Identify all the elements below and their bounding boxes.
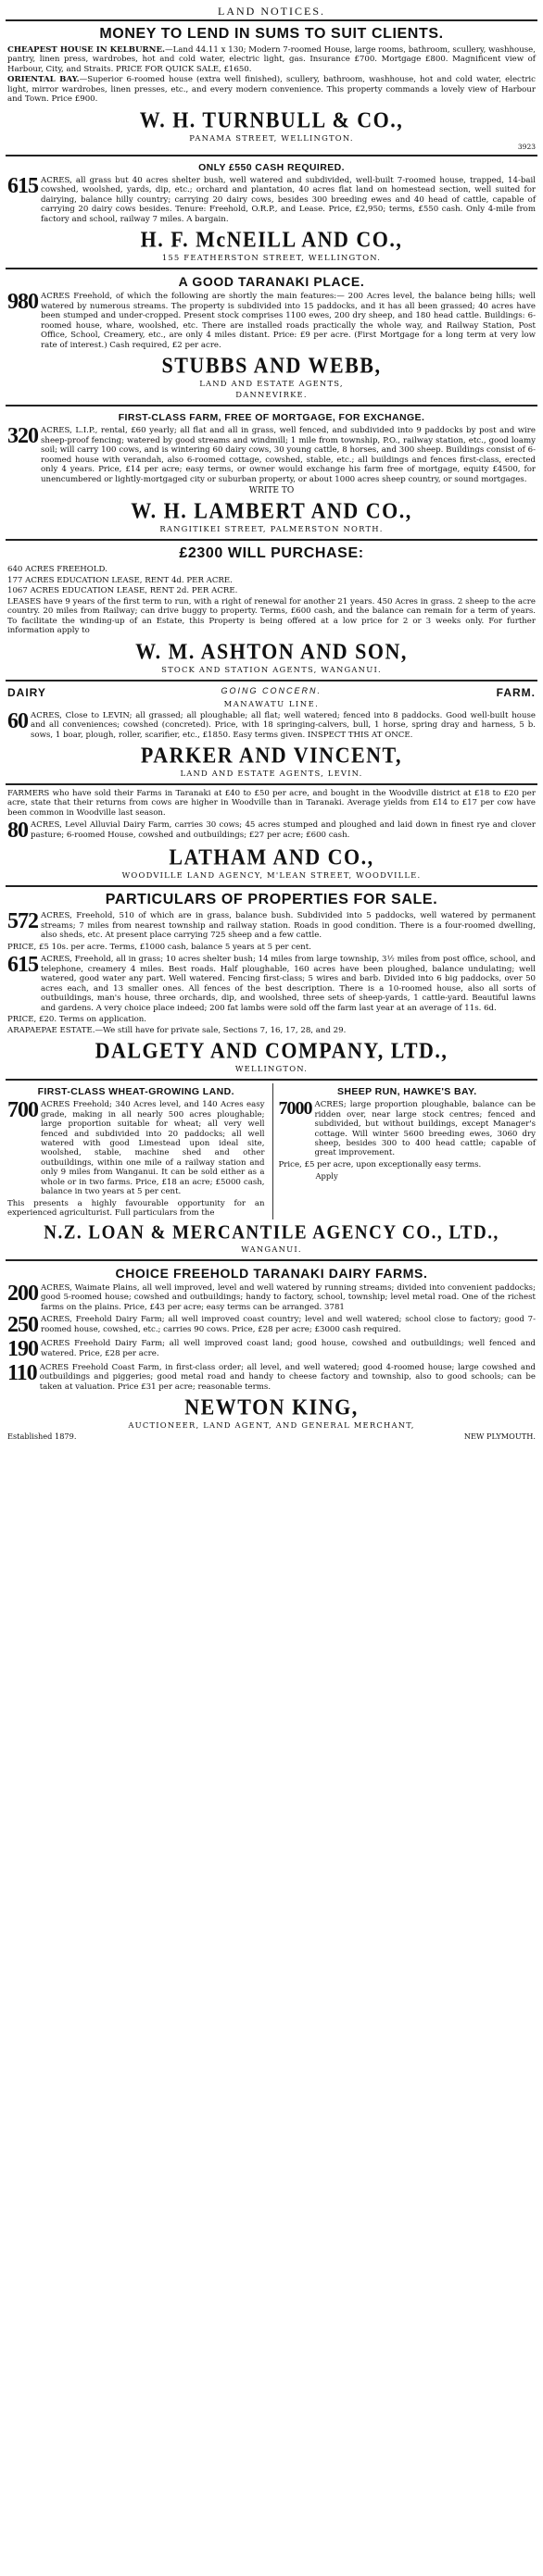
ashton-headline: £2300 WILL PURCHASE:	[179, 545, 364, 562]
king-acreage-3: 190	[7, 1337, 38, 1362]
king-headline: CHOICE FREEHOLD TARANAKI DAIRY FARMS.	[115, 1265, 428, 1281]
nzloan-left-text: ACRES Freehold; 340 Acres level, and 140 Acres easy grade, making in all nearly 500 acres ploughable; large proportion suitable for wheat; all very well fenced and subdivided into 20 paddocks; all well watered with good Limestead upon ideal site, woolshed, stable, machine shed and other outbuildings, within one mile of a railway station and only 9 miles from Wanganui. It can be sold either as a whole or in two farms. Price, £18 an acre; £5000 cash, balance in two years at 5 per cent.	[41, 1100, 265, 1197]
turnbull-listing-oriental	[7, 75, 536, 104]
mcneill-listing	[7, 173, 536, 224]
turnbull-ref: 3923	[517, 142, 536, 151]
ad-nzloan	[6, 1079, 537, 1259]
stubbs-headline: A GOOD TARANAKI PLACE.	[178, 274, 365, 290]
king-firm-name: NEWTON KING,	[184, 1394, 359, 1420]
dalgety-price-1: PRICE, £5 10s. per acre. Terms, £1000 cash, balance 5 years at 5 per cent.	[7, 942, 311, 952]
king-text-4: ACRES Freehold Coast Farm, in first-class order; all level, and well watered; good 4-roomed house; large cowshed and outbuildings and piggeries; good metal road and handy to cheese factory and township, also to good schools; can be taken at valuation. Price £31 per acre; reasonable terms.	[39, 1362, 536, 1392]
ad-parker	[6, 680, 537, 783]
ad-ashton	[6, 539, 537, 679]
lambert-firm-name: W. H. LAMBERT AND CO.,	[131, 497, 412, 524]
latham-acreage: 80	[7, 819, 28, 844]
stubbs-text: ACRES Freehold, of which the following are shortly the main features:— 200 Acres level, the balance being hills; well watered by numerous streams. The property is subdivided into 15 paddocks, and it has all been grassed; 40 acres have been stumped and under-cropped. Present stock comprises 1100 ewes, 200 dry sheep, and 180 head cattle. Buildings: 6-roomed house, whare, woolshed, etc. There are installed roads practically the whole way, and Railway Station, Post Office, School, Creamery, etc., are only 4 miles distant. Price: £9 per acre. (First Mortgage for a long term at very low rate of interest.) Cash required, £2 per acre.	[41, 292, 536, 350]
ad-dalgety	[6, 885, 537, 1079]
mcneill-text: ACRES, all grass but 40 acres shelter bush, well watered and subdivided, well-built 7-roomed house, trapped, 14-bail cowshed, woolshed, yards, dip, etc.; orchard and plantation, 40 acres flat land on homestead section, well suited for dairying, balance hilly country; carrying 20 dairy cows, besides 300 breeding ewes and 40 head of cattle, capable of carrying 20 dairy cows besides. Tenure: Freehold, O.R.P., and Lease. Price, £2,950; terms, £550 cash. Only 4-mile from factory and school, railway 7 miles. A bargain.	[41, 175, 536, 224]
stubbs-acreage: 980	[7, 290, 38, 315]
king-listing-3	[7, 1339, 536, 1360]
dalgety-price-2: PRICE, £20. Terms on application.	[7, 1015, 147, 1025]
lambert-subhead: FIRST-CLASS FARM, FREE OF MORTGAGE, FOR EXCHANGE.	[118, 412, 425, 424]
dalgety-acreage-2: 615	[7, 953, 38, 978]
king-town: NEW PLYMOUTH.	[463, 1432, 536, 1442]
turnbull-address: PANAMA STREET, WELLINGTON.	[189, 132, 354, 143]
latham-text: ACRES, Level Alluvial Dairy Farm, carries 30 cows; 45 acres stumped and ploughed and laid down in finest rye and clover pasture; 6-roomed House, cowshed and outbuildings; £27 per acre; £600 cash.	[31, 820, 536, 840]
ashton-firm-name: W. M. ASHTON AND SON,	[135, 638, 408, 664]
ashton-line-2: 177 ACRES EDUCATION LEASE, RENT 4d. PER ACRE.	[7, 575, 233, 585]
turnbull-firm-name: W. H. TURNBULL & CO.,	[139, 106, 404, 133]
ad-turnbull	[6, 19, 537, 155]
dalgety-listing-2	[7, 955, 536, 1013]
king-listing-2	[7, 1315, 536, 1336]
king-listing-1	[7, 1283, 536, 1312]
dalgety-listing-1	[7, 911, 536, 940]
nzloan-left-head: FIRST-CLASS WHEAT-GROWING LAND.	[37, 1086, 234, 1098]
nzloan-address: WANGANUI.	[241, 1244, 302, 1254]
lambert-write-to: WRITE TO	[248, 486, 295, 496]
parker-line: MANAWATU LINE.	[223, 698, 320, 708]
lambert-text: ACRES, L.I.P., rental, £60 yearly; all flat and all in grass, well fenced, and subdivided into 9 paddocks by post and wire sheep-proof fencing; watered by good streams and windmill; 1 mile from township, P.O., railway station, etc., good loamy soil; will carry 100 cows, and is wintering 60 dairy cows, 30 young cattle, 8 horses, and 300 sheep. Buildings consist of 6-roomed house with verandah, also 6-roomed cottage, cowshed, stable, etc.; all buildings and fences first-class, erected only 4 years. Price, £14 per acre; easy terms, or owner would exchange his farm free of mortgage, equity £4500, for unencumbered or lightly-mortgaged city or suburban property, or about 1000 acres sheep country, or sound mortgages.	[41, 426, 536, 484]
king-acreage-1: 200	[7, 1281, 38, 1306]
nzloan-left-acreage: 700	[7, 1098, 38, 1123]
parker-firm-name: PARKER AND VINCENT,	[140, 742, 403, 769]
parker-heading-left: DAIRY	[7, 685, 46, 699]
lambert-address: RANGITIKEI STREET, PALMERSTON NORTH.	[159, 524, 384, 534]
latham-intro: FARMERS who have sold their Farms in Taranaki at £40 to £50 per acre, and bought in the Woodville district at £18 to £20 per acre, state that their returns from cows are higher in Woodville than in Taranaki. Average yields from £14 to £17 per cow have been common in Woodville last season.	[7, 788, 536, 818]
parker-address: LAND AND ESTATE AGENTS, LEVIN.	[180, 768, 363, 778]
mcneill-acreage: 615	[7, 173, 38, 198]
lambert-acreage: 320	[7, 424, 38, 449]
nzloan-left-column	[7, 1083, 265, 1219]
king-acreage-2: 250	[7, 1313, 38, 1338]
mcneill-address: 155 FEATHERSTON STREET, WELLINGTON.	[161, 253, 382, 263]
nzloan-right-column	[272, 1083, 537, 1219]
page-title: LAND NOTICES.	[218, 5, 325, 18]
mcneill-firm-name: H. F. McNEILL AND CO.,	[140, 227, 403, 253]
latham-address: WOODVILLE LAND AGENCY, M'LEAN STREET, WOODVILLE.	[121, 870, 422, 881]
parker-heading-row	[7, 686, 536, 699]
parker-heading-right: FARM.	[496, 685, 536, 699]
ashton-line-1: 640 ACRES FREEHOLD.	[7, 565, 107, 575]
nzloan-left-text-2: This presents a highly favourable opportunity for an experienced agriculturist. Full particulars from the	[7, 1198, 265, 1219]
stubbs-listing	[7, 292, 536, 350]
nzloan-right-head: SHEEP RUN, HAWKE'S BAY.	[336, 1086, 477, 1098]
king-text-3: ACRES Freehold Dairy Farm; all well improved coast land; good house, cowshed and outbuildings; well fenced and watered. Price, £28 per acre.	[41, 1339, 536, 1358]
king-address: AUCTIONEER, LAND AGENT, AND GENERAL MERCHANT,	[128, 1420, 415, 1431]
ad-latham	[6, 783, 537, 885]
dalgety-text-2: ACRES, Freehold, all in grass; 10 acres shelter bush; 14 miles from large township, 3½ miles from post office, school, and telephone, creamery 4 miles. Best roads. Half ploughable, 160 acres have been ploughed, balance undulating; well watered, good water any part. Well watered. Fencing first-class; 5 wires and barb. Divided into 6 big paddocks, over 50 acres each, and 13 smaller ones. All fences of the best description. There is a 10-roomed house, also all sorts of outbuildings, man's house, three orchards, dip, and woolshed, three sets of sheep-yards, 1 cattle-yard. Beautiful lawns and gardens. A very choice place indeed; 200 fat lambs were sold off the farm last year at an average of 11s. 6d.	[41, 955, 536, 1013]
nzloan-firm-name: N.Z. LOAN & MERCANTILE AGENCY CO., LTD.,	[44, 1221, 499, 1244]
nzloan-right-price: Price, £5 per acre, upon exceptionally easy terms.	[278, 1159, 482, 1169]
king-established: Established 1879.	[7, 1432, 77, 1442]
nzloan-right-listing	[279, 1100, 537, 1158]
nzloan-apply: Apply	[315, 1171, 338, 1182]
king-acreage-4: 110	[7, 1360, 37, 1385]
parker-text: ACRES, Close to LEVIN; all grassed; all ploughable; all flat; well watered; fenced into 8 paddocks. Good well-built house and all conveniences; cowshed (concreted). Price, with 18 springing-calvers, bull, 1 horse, spring dray and harness, 5 b. sows, 1 boar, plough, roller, scarifier, etc., £1850. Easy terms given. INSPECT THIS AT ONCE.	[31, 710, 536, 740]
dalgety-firm-name: DALGETY AND COMPANY, LTD.,	[95, 1037, 448, 1064]
lambert-listing	[7, 426, 536, 484]
king-text-2: ACRES, Freehold Dairy Farm; all well improved coast country; level and well watered; school close to factory; good 7-roomed house, cowshed, etc.; carries 90 cows. Price, £28 per acre; £3000 cash required.	[41, 1315, 536, 1334]
king-listing-4	[7, 1360, 536, 1392]
ashton-text: LEASES have 9 years of the first term to run, with a right of renewal for another 21 years. 450 Acres in grass. 2 sheep to the acre country. 20 miles from Railway; can drive buggy to property. Terms, £600 cash, and the balance can remain for a term of years. To facilitate the winding-up of an Estate, this Property is being offered at a low price for 2 or 3 weeks only. For further information apply to	[7, 596, 536, 636]
nzloan-left-listing	[7, 1100, 265, 1197]
dalgety-address: WELLINGTON.	[234, 1064, 309, 1074]
dalgety-text-1: ACRES, Freehold, 510 of which are in grass, balance bush. Subdivided into 5 paddocks, well watered by permanent streams; 7 miles from nearest township and railway station. Roads in good condition. There is a four-roomed dwelling, also sheds, etc. At present place carrying 725 sheep and a few cattle.	[41, 911, 536, 941]
king-text-1-body: ACRES, Waimate Plains, all well improved, level and well watered by running streams; divided into convenient paddocks; good 5-roomed house; cowshed and outbuildings; handy to factory, school, township; level metal road. One of the richest farms on the plains. Price, £43 per acre; easy terms can be arranged.	[41, 1282, 536, 1312]
king-text-1	[41, 1283, 536, 1312]
turnbull-listing-kelburne	[7, 45, 536, 74]
parker-acreage: 60	[7, 708, 28, 733]
turnbull-text-oriental: —Superior 6-roomed house (extra well finished), scullery, bathroom, washhouse, hot and cold water, electric light, mirror wardrobes, linen presses, etc., and every modern convenience. This property commands a lovely view of Harbour and Town. Price £900.	[7, 75, 536, 105]
ad-mcneill	[6, 155, 537, 268]
king-footer	[7, 1432, 536, 1441]
nzloan-right-text: ACRES; large proportion ploughable, balance can be ridden over, near large stock centres; fenced and subdivided, but without buildings, except Manager's cottage. Will winter 5600 breeding ewes, 3060 dry sheep, besides 300 to 400 head cattle; capable of great improvement.	[314, 1100, 536, 1158]
dalgety-acreage-1: 572	[7, 909, 38, 934]
mcneill-subhead: ONLY £550 CASH REQUIRED.	[198, 161, 345, 173]
stubbs-address: LAND AND ESTATE AGENTS,	[199, 379, 344, 389]
king-ref-1: 3781	[324, 1302, 345, 1312]
parker-listing	[7, 708, 536, 740]
ad-stubbs	[6, 268, 537, 405]
ashton-address: STOCK AND STATION AGENTS, WANGANUI.	[161, 664, 382, 674]
turnbull-lead-kelburne: CHEAPEST HOUSE IN KELBURNE.	[7, 45, 165, 55]
stubbs-town: DANNEVIRKE.	[235, 390, 308, 400]
ashton-line-3: 1067 ACRES EDUCATION LEASE, RENT 2d. PER ACRE.	[7, 586, 238, 596]
nzloan-columns	[7, 1083, 536, 1219]
turnbull-lead-oriental: ORIENTAL BAY.	[7, 75, 80, 85]
ad-newton-king	[6, 1259, 537, 1445]
latham-firm-name: LATHAM AND CO.,	[169, 844, 374, 870]
turnbull-text-kelburne: —Land 44.11 x 130; Modern 7-roomed House, large rooms, bathroom, scullery, washhouse, pantry, linen press, wardrobes, hot and cold water, electric light, gas. Insurance £700. Mortgage £800. Magnificent view of Harbour, City, and Straits. PRICE FOR QUICK SALE, £1650.	[7, 45, 536, 74]
turnbull-headline: MONEY TO LEND IN SUMS TO SUIT CLIENTS.	[99, 26, 444, 42]
parker-heading-mid: GOING CONCERN.	[221, 685, 322, 695]
dalgety-headline: PARTICULARS OF PROPERTIES FOR SALE.	[105, 892, 438, 908]
dalgety-arapaepae: ARAPAEPAE ESTATE.—We still have for private sale, Sections 7, 16, 17, 28, and 29.	[7, 1025, 347, 1035]
ad-lambert	[6, 405, 537, 539]
latham-listing	[7, 820, 536, 842]
stubbs-firm-name: STUBBS AND WEBB,	[161, 352, 382, 379]
nzloan-right-acreage: 7000	[278, 1098, 312, 1119]
